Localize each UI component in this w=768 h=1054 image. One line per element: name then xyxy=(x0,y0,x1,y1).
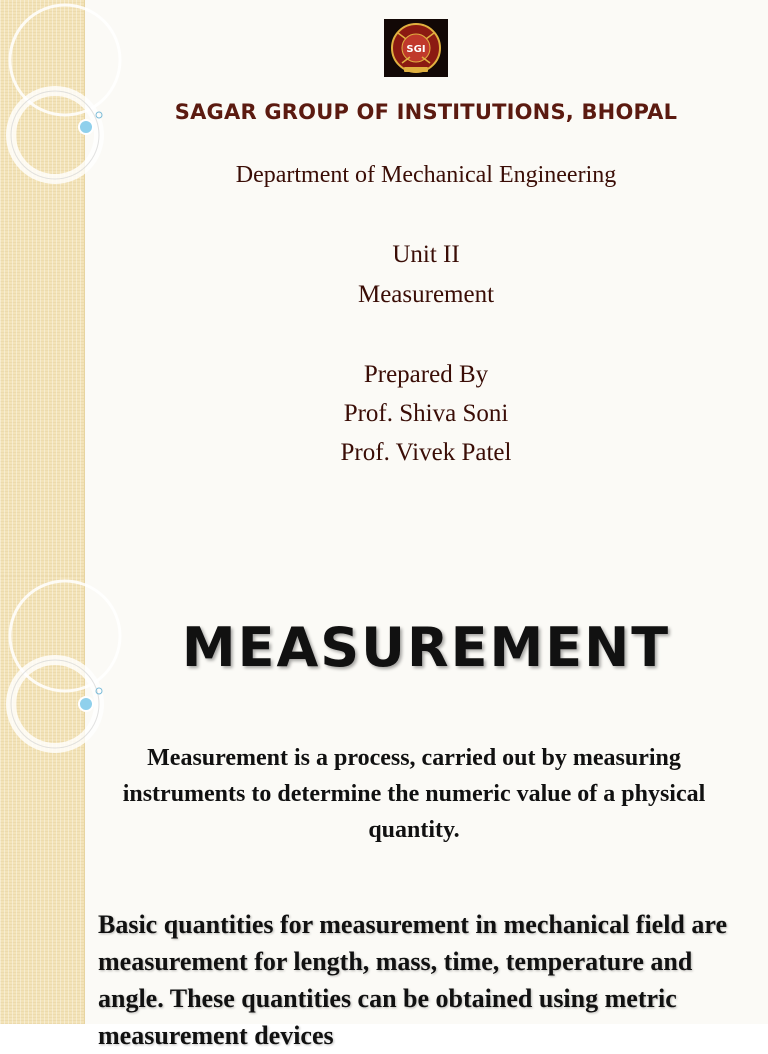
content-slide xyxy=(0,576,768,1050)
topic-label: Measurement xyxy=(357,281,495,308)
logo-text: SGI xyxy=(406,44,426,55)
definition-paragraph: Measurement is a process, carried out by measuring instruments to determine the numeric value of a physical quantity. xyxy=(122,745,706,843)
institution-name: SAGAR GROUP OF INSTITUTIONS, BHOPAL xyxy=(174,100,678,124)
basic-quantities-paragraph: Basic quantities for measurement in mechanical field are measurement for length, mass, time, temperature and angle. These quantities can be obtained using metric measurement devices xyxy=(98,910,728,1050)
unit-label: Unit II xyxy=(392,241,460,268)
author-name: Prof. Shiva Soni xyxy=(343,400,509,427)
slide-title: MEASUREMENT xyxy=(181,616,671,679)
author-name: Prof. Vivek Patel xyxy=(340,439,512,466)
decorative-side-strip xyxy=(0,576,85,1024)
decorative-side-strip xyxy=(0,0,85,576)
sgi-logo xyxy=(384,19,448,77)
prepared-by-label: Prepared By xyxy=(363,361,489,388)
department-name: Department of Mechanical Engineering xyxy=(235,162,617,188)
